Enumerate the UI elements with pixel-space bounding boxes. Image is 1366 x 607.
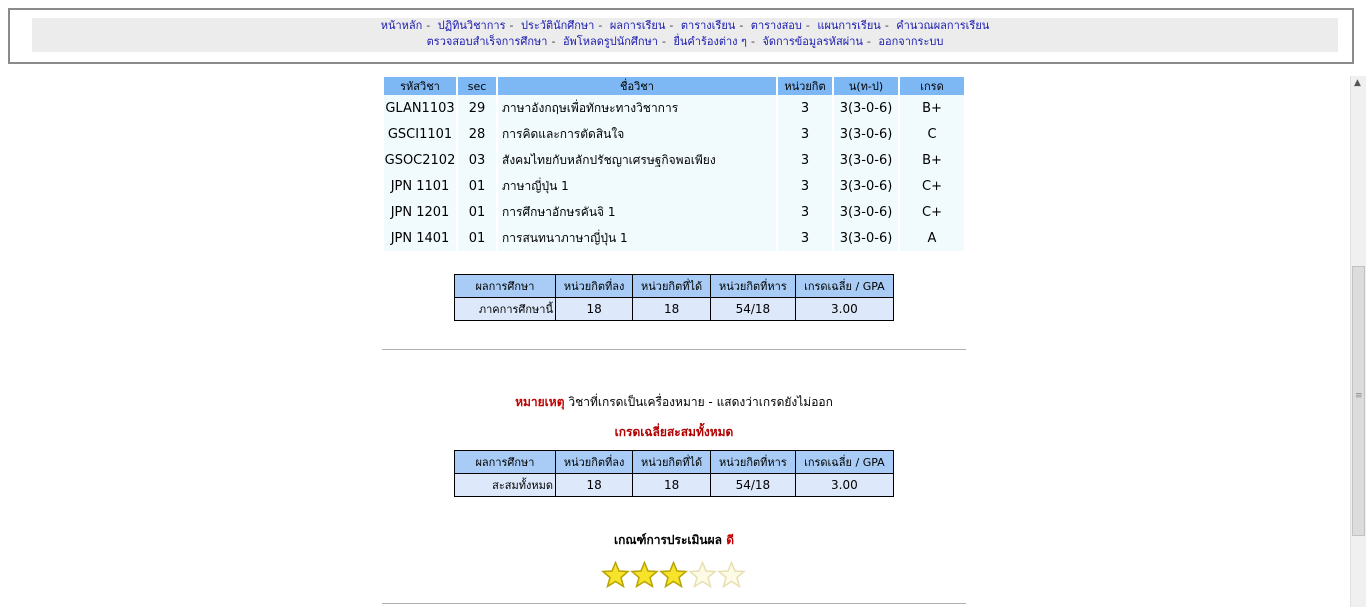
nav-link-study-plan[interactable]: แผนการเรียน <box>817 19 881 32</box>
course-section: 01 <box>458 173 496 199</box>
divider <box>382 603 966 604</box>
evaluation-value: ดี <box>726 533 734 547</box>
table-row <box>384 121 964 147</box>
note-body: วิชาที่เกรดเป็นเครื่องหมาย - แสดงว่าเกรดยังไม่ออก <box>568 395 833 409</box>
nav-link-exam-schedule[interactable]: ตารางสอบ <box>750 19 802 32</box>
course-credits: 3 <box>778 199 832 225</box>
vertical-scrollbar[interactable] <box>1350 76 1366 607</box>
table-row <box>384 225 964 251</box>
nav-link-password[interactable]: จัดการข้อมูลรหัสผ่าน <box>762 35 863 48</box>
col-header-earned-credits: หน่วยกิตที่ได้ <box>633 275 711 298</box>
registered-credits-value: 18 <box>556 298 633 321</box>
evaluation-line <box>382 531 966 550</box>
nav-link-home[interactable]: หน้าหลัก <box>380 19 423 32</box>
course-section: 01 <box>458 225 496 251</box>
course-hours: 3(3-0-6) <box>834 199 898 225</box>
table-row <box>384 173 964 199</box>
course-grade: C+ <box>900 173 964 199</box>
earned-credits-value: 18 <box>633 474 711 497</box>
nav-link-petitions[interactable]: ยื่นคำร้องต่าง ๆ <box>673 35 747 48</box>
star-filled-icon <box>630 561 659 588</box>
course-grade: C <box>900 121 964 147</box>
table-row <box>384 199 964 225</box>
note-text <box>382 393 966 412</box>
nav-link-class-schedule[interactable]: ตารางเรียน <box>680 19 736 32</box>
course-name: ภาษาอังกฤษเพื่อทักษะทางวิชาการ <box>498 95 776 121</box>
gpa-value: 3.00 <box>795 474 893 497</box>
course-grade: C+ <box>900 199 964 225</box>
col-header-divisor-credits: หน่วยกิตที่หาร <box>710 275 795 298</box>
divisor-credits-value: 54/18 <box>710 298 795 321</box>
col-header-registered-credits: หน่วยกิตที่ลง <box>556 451 633 474</box>
course-section: 29 <box>458 95 496 121</box>
course-section: 28 <box>458 121 496 147</box>
course-credits: 3 <box>778 173 832 199</box>
col-header-result: ผลการศึกษา <box>455 451 556 474</box>
col-header-credits: หน่วยกิต <box>778 77 832 95</box>
table-row <box>384 147 964 173</box>
gpa-value: 3.00 <box>795 298 893 321</box>
course-hours: 3(3-0-6) <box>834 121 898 147</box>
table-header-row <box>455 275 894 298</box>
course-hours: 3(3-0-6) <box>834 95 898 121</box>
table-row <box>455 474 894 497</box>
divisor-credits-value: 54/18 <box>710 474 795 497</box>
earned-credits-value: 18 <box>633 298 711 321</box>
star-empty-icon <box>688 561 717 588</box>
col-header-course-code: รหัสวิชา <box>384 77 456 95</box>
course-section: 01 <box>458 199 496 225</box>
col-header-result: ผลการศึกษา <box>455 275 556 298</box>
course-grade: B+ <box>900 95 964 121</box>
table-row <box>455 298 894 321</box>
nav-row-2: ตรวจสอบสำเร็จการศึกษา - อัพโหลดรูปนักศึกษา - ยื่นคำร้องต่าง ๆ - จัดการข้อมูลรหัสผ่าน - ออกจากระบบ <box>426 35 944 48</box>
col-header-course-name: ชื่อวิชา <box>498 77 776 95</box>
course-hours: 3(3-0-6) <box>834 173 898 199</box>
col-header-earned-credits: หน่วยกิตที่ได้ <box>633 451 711 474</box>
star-empty-icon <box>717 561 746 588</box>
star-filled-icon <box>659 561 688 588</box>
course-code: JPN 1201 <box>384 199 456 225</box>
scroll-up-arrow-icon[interactable]: ▲ <box>1354 78 1361 88</box>
col-header-hours: น(ท-ป) <box>834 77 898 95</box>
course-code: GSOC2102 <box>384 147 456 173</box>
course-code: JPN 1401 <box>384 225 456 251</box>
note-label: หมายเหตุ <box>515 395 565 409</box>
course-credits: 3 <box>778 147 832 173</box>
table-header-row <box>455 451 894 474</box>
evaluation-label: เกณฑ์การประเมินผล <box>613 533 723 547</box>
course-hours: 3(3-0-6) <box>834 225 898 251</box>
course-credits: 3 <box>778 121 832 147</box>
col-header-registered-credits: หน่วยกิตที่ลง <box>556 275 633 298</box>
course-hours: 3(3-0-6) <box>834 147 898 173</box>
course-name: การคิดและการตัดสินใจ <box>498 121 776 147</box>
nav-link-upload-photo[interactable]: อัพโหลดรูปนักศึกษา <box>562 35 658 48</box>
course-code: GLAN1103 <box>384 95 456 121</box>
divider <box>382 349 966 350</box>
row-label: สะสมทั้งหมด <box>455 474 556 497</box>
course-name: ภาษาญี่ปุ่น 1 <box>498 173 776 199</box>
col-header-divisor-credits: หน่วยกิตที่หาร <box>710 451 795 474</box>
nav-link-logout[interactable]: ออกจากระบบ <box>878 35 944 48</box>
cumulative-summary-table <box>454 450 894 497</box>
star-filled-icon <box>601 561 630 588</box>
table-header-row <box>384 77 964 95</box>
course-grade: B+ <box>900 147 964 173</box>
course-name: สังคมไทยกับหลักปรัชญาเศรษฐกิจพอเพียง <box>498 147 776 173</box>
registered-credits-value: 18 <box>556 474 633 497</box>
grip-icon: ≡ <box>1355 391 1363 401</box>
course-grade: A <box>900 225 964 251</box>
course-code: JPN 1101 <box>384 173 456 199</box>
course-name: การสนทนาภาษาญี่ปุ่น 1 <box>498 225 776 251</box>
col-header-section: sec <box>458 77 496 95</box>
col-header-gpa: เกรดเฉลี่ย / GPA <box>795 275 893 298</box>
nav-link-grades[interactable]: ผลการเรียน <box>609 19 666 32</box>
term-summary-table <box>454 274 894 321</box>
nav-link-academic-calendar[interactable]: ปฏิทินวิชาการ <box>437 19 506 32</box>
nav-link-grade-calculator[interactable]: คำนวณผลการเรียน <box>896 19 990 32</box>
col-header-grade: เกรด <box>900 77 964 95</box>
nav-link-graduation-check[interactable]: ตรวจสอบสำเร็จการศึกษา <box>426 35 548 48</box>
cumulative-gpa-title: เกรดเฉลี่ยสะสมทั้งหมด <box>614 425 734 439</box>
rating-stars <box>601 561 746 588</box>
col-header-gpa: เกรดเฉลี่ย / GPA <box>795 451 893 474</box>
navigation-frame <box>8 8 1354 64</box>
course-code: GSCI1101 <box>384 121 456 147</box>
course-name: การศึกษาอักษรคันจิ 1 <box>498 199 776 225</box>
nav-link-student-profile[interactable]: ประวัตินักศึกษา <box>520 19 595 32</box>
nav-row-1: หน้าหลัก - ปฏิทินวิชาการ - ประวัตินักศึกษา - ผลการเรียน - ตารางเรียน - ตารางสอบ - แผนการเรียน - คำนวณผลการเรียน <box>380 19 990 32</box>
table-row <box>384 95 964 121</box>
course-credits: 3 <box>778 95 832 121</box>
course-grades-table <box>382 77 966 251</box>
course-credits: 3 <box>778 225 832 251</box>
row-label: ภาคการศึกษานี้ <box>455 298 556 321</box>
navigation-bar <box>32 18 1338 52</box>
scrollbar-thumb[interactable] <box>1352 266 1365 536</box>
course-section: 03 <box>458 147 496 173</box>
